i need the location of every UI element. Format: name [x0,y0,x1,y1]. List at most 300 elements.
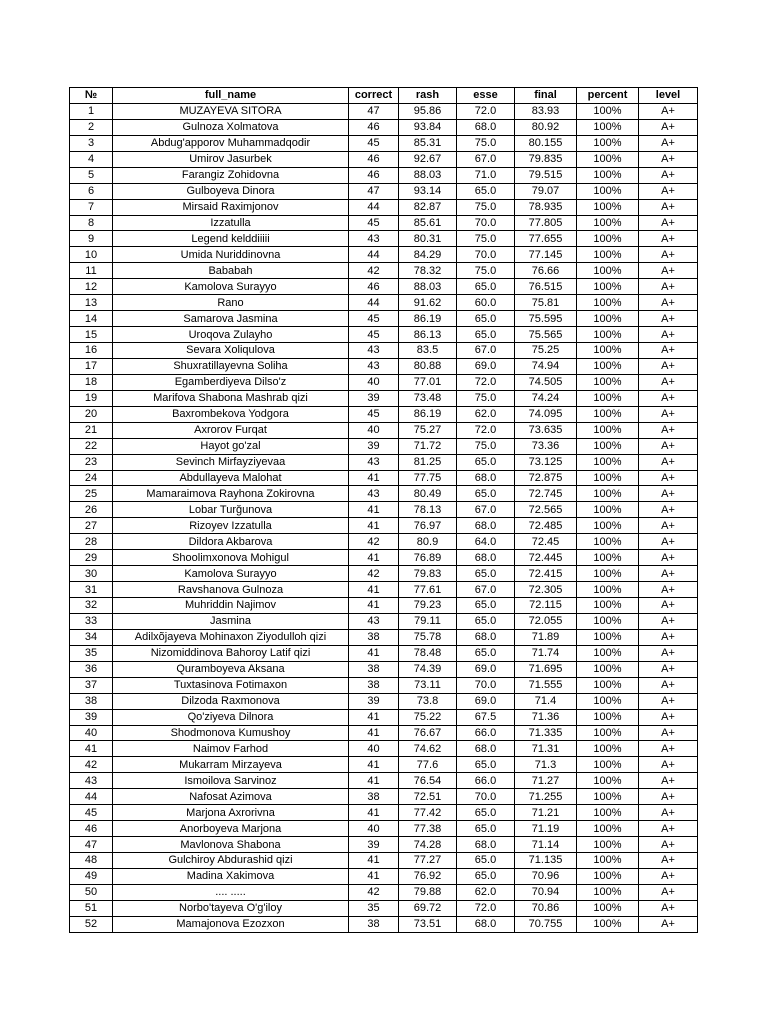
table-row [70,486,698,502]
cell-percent: 100% [577,231,639,247]
cell-correct: 46 [349,151,399,167]
table-row [70,279,698,295]
cell-esse: 69.0 [457,661,515,677]
cell-percent: 100% [577,693,639,709]
cell-rash: 85.31 [399,135,457,151]
cell-final: 77.145 [515,247,577,263]
cell-full-name: Mavlonova Shabona [113,837,349,853]
cell-number: 38 [70,693,113,709]
cell-number: 39 [70,709,113,725]
cell-full-name: Adilxõjayeva Mohinaxon Ziyodulloh qizi [113,629,349,645]
cell-final: 72.45 [515,534,577,550]
cell-number: 31 [70,582,113,598]
cell-correct: 46 [349,119,399,135]
cell-percent: 100% [577,821,639,837]
cell-number: 19 [70,390,113,406]
cell-percent: 100% [577,263,639,279]
cell-rash: 75.22 [399,709,457,725]
cell-percent: 100% [577,103,639,119]
cell-number: 37 [70,677,113,693]
cell-rash: 85.61 [399,215,457,231]
cell-number: 14 [70,311,113,327]
cell-level: A+ [639,757,698,773]
table-row [70,805,698,821]
table-row [70,263,698,279]
cell-final: 75.595 [515,311,577,327]
cell-esse: 69.0 [457,693,515,709]
table-row [70,406,698,422]
cell-rash: 86.13 [399,327,457,343]
cell-esse: 65.0 [457,279,515,295]
cell-number: 33 [70,613,113,629]
cell-rash: 76.92 [399,868,457,884]
cell-final: 70.96 [515,868,577,884]
cell-full-name: Umida Nuriddinovna [113,247,349,263]
cell-full-name: Egamberdiyeva Dilso'z [113,374,349,390]
cell-level: A+ [639,725,698,741]
cell-final: 72.745 [515,486,577,502]
cell-number: 13 [70,295,113,311]
cell-number: 41 [70,741,113,757]
cell-level: A+ [639,470,698,486]
cell-full-name: Nafosat Azimova [113,789,349,805]
cell-full-name: Gulchiroy Abdurashid qizi [113,853,349,869]
cell-esse: 68.0 [457,119,515,135]
cell-final: 71.695 [515,661,577,677]
cell-full-name: Mukarram Mirzayeva [113,757,349,773]
table-row [70,916,698,932]
cell-rash: 79.23 [399,598,457,614]
cell-correct: 46 [349,279,399,295]
cell-level: A+ [639,677,698,693]
cell-level: A+ [639,247,698,263]
cell-full-name: Gulnoza Xolmatova [113,119,349,135]
cell-correct: 47 [349,183,399,199]
cell-percent: 100% [577,183,639,199]
table-row [70,135,698,151]
cell-full-name: Shodmonova Kumushoy [113,725,349,741]
cell-esse: 70.0 [457,247,515,263]
cell-full-name: Mamaraimova Rayhona Zokirovna [113,486,349,502]
cell-final: 73.635 [515,422,577,438]
cell-correct: 41 [349,725,399,741]
cell-level: A+ [639,343,698,359]
cell-final: 71.135 [515,853,577,869]
cell-level: A+ [639,502,698,518]
table-row [70,677,698,693]
cell-level: A+ [639,853,698,869]
table-row [70,167,698,183]
cell-esse: 75.0 [457,231,515,247]
cell-correct: 41 [349,502,399,518]
cell-percent: 100% [577,805,639,821]
cell-final: 71.255 [515,789,577,805]
cell-level: A+ [639,661,698,677]
cell-final: 75.565 [515,327,577,343]
cell-number: 49 [70,868,113,884]
cell-esse: 72.0 [457,374,515,390]
cell-full-name: Ravshanova Gulnoza [113,582,349,598]
cell-final: 71.4 [515,693,577,709]
cell-esse: 75.0 [457,135,515,151]
cell-final: 71.14 [515,837,577,853]
cell-final: 73.125 [515,454,577,470]
table-row [70,247,698,263]
cell-full-name: Bababah [113,263,349,279]
cell-level: A+ [639,263,698,279]
cell-final: 71.36 [515,709,577,725]
cell-esse: 66.0 [457,773,515,789]
cell-full-name: Mamajonova Ezozxon [113,916,349,932]
col-header-rash: rash [399,88,457,104]
cell-rash: 92.67 [399,151,457,167]
cell-level: A+ [639,821,698,837]
cell-number: 27 [70,518,113,534]
results-table [69,87,698,933]
cell-level: A+ [639,406,698,422]
cell-correct: 41 [349,550,399,566]
cell-correct: 41 [349,757,399,773]
cell-level: A+ [639,868,698,884]
cell-level: A+ [639,183,698,199]
cell-final: 79.515 [515,167,577,183]
cell-rash: 77.75 [399,470,457,486]
cell-final: 74.505 [515,374,577,390]
cell-esse: 65.0 [457,757,515,773]
table-row [70,215,698,231]
cell-rash: 73.8 [399,693,457,709]
cell-percent: 100% [577,470,639,486]
cell-level: A+ [639,279,698,295]
cell-percent: 100% [577,151,639,167]
cell-full-name: Madina Xakimova [113,868,349,884]
cell-correct: 41 [349,805,399,821]
cell-final: 74.095 [515,406,577,422]
cell-number: 2 [70,119,113,135]
cell-percent: 100% [577,311,639,327]
cell-rash: 91.62 [399,295,457,311]
cell-final: 72.875 [515,470,577,486]
cell-final: 79.835 [515,151,577,167]
cell-full-name: Hayot go'zal [113,438,349,454]
table-row [70,327,698,343]
table-row [70,422,698,438]
cell-percent: 100% [577,454,639,470]
cell-number: 35 [70,645,113,661]
cell-esse: 68.0 [457,916,515,932]
cell-rash: 75.78 [399,629,457,645]
cell-rash: 77.61 [399,582,457,598]
cell-level: A+ [639,103,698,119]
cell-full-name: Izzatulla [113,215,349,231]
table-row [70,311,698,327]
cell-percent: 100% [577,438,639,454]
cell-correct: 43 [349,358,399,374]
cell-level: A+ [639,486,698,502]
table-row [70,613,698,629]
cell-full-name: Legend kelddiiiii [113,231,349,247]
cell-final: 72.565 [515,502,577,518]
cell-esse: 66.0 [457,725,515,741]
cell-level: A+ [639,629,698,645]
cell-number: 46 [70,821,113,837]
cell-level: A+ [639,422,698,438]
cell-esse: 65.0 [457,566,515,582]
cell-rash: 78.48 [399,645,457,661]
cell-number: 1 [70,103,113,119]
cell-level: A+ [639,582,698,598]
cell-percent: 100% [577,613,639,629]
cell-rash: 74.28 [399,837,457,853]
cell-full-name: Abdullayeva Malohat [113,470,349,486]
cell-final: 77.655 [515,231,577,247]
cell-rash: 77.6 [399,757,457,773]
cell-full-name: Marjona Axrorivna [113,805,349,821]
cell-level: A+ [639,231,698,247]
cell-correct: 43 [349,613,399,629]
cell-level: A+ [639,598,698,614]
cell-number: 5 [70,167,113,183]
cell-rash: 86.19 [399,406,457,422]
cell-rash: 78.13 [399,502,457,518]
cell-esse: 65.0 [457,311,515,327]
cell-correct: 38 [349,916,399,932]
cell-final: 72.115 [515,598,577,614]
cell-level: A+ [639,295,698,311]
cell-percent: 100% [577,661,639,677]
cell-rash: 80.49 [399,486,457,502]
cell-correct: 43 [349,454,399,470]
cell-rash: 69.72 [399,900,457,916]
table-row [70,343,698,359]
table-row [70,837,698,853]
cell-final: 70.94 [515,884,577,900]
cell-esse: 70.0 [457,215,515,231]
cell-correct: 39 [349,837,399,853]
cell-number: 34 [70,629,113,645]
table-row [70,884,698,900]
cell-full-name: Qo'ziyeva Dilnora [113,709,349,725]
cell-esse: 65.0 [457,327,515,343]
cell-correct: 42 [349,884,399,900]
cell-number: 4 [70,151,113,167]
cell-correct: 41 [349,773,399,789]
cell-correct: 45 [349,311,399,327]
table-row [70,900,698,916]
cell-percent: 100% [577,406,639,422]
cell-correct: 43 [349,343,399,359]
cell-correct: 41 [349,582,399,598]
cell-correct: 39 [349,390,399,406]
cell-rash: 76.97 [399,518,457,534]
table-row [70,502,698,518]
cell-rash: 79.88 [399,884,457,900]
cell-percent: 100% [577,789,639,805]
cell-level: A+ [639,916,698,932]
cell-level: A+ [639,518,698,534]
cell-final: 72.305 [515,582,577,598]
cell-rash: 73.51 [399,916,457,932]
cell-rash: 88.03 [399,279,457,295]
cell-esse: 65.0 [457,821,515,837]
cell-number: 10 [70,247,113,263]
cell-number: 16 [70,343,113,359]
cell-full-name: Sevara Xoliqulova [113,343,349,359]
cell-rash: 80.88 [399,358,457,374]
cell-number: 40 [70,725,113,741]
cell-esse: 68.0 [457,550,515,566]
cell-final: 73.36 [515,438,577,454]
cell-rash: 77.42 [399,805,457,821]
table-row [70,151,698,167]
cell-final: 71.21 [515,805,577,821]
cell-esse: 72.0 [457,900,515,916]
cell-correct: 41 [349,709,399,725]
cell-percent: 100% [577,390,639,406]
cell-final: 77.805 [515,215,577,231]
cell-correct: 41 [349,868,399,884]
table-row [70,390,698,406]
cell-rash: 93.14 [399,183,457,199]
cell-percent: 100% [577,167,639,183]
cell-esse: 67.5 [457,709,515,725]
cell-rash: 80.31 [399,231,457,247]
cell-number: 6 [70,183,113,199]
cell-esse: 65.0 [457,486,515,502]
cell-esse: 65.0 [457,868,515,884]
cell-percent: 100% [577,422,639,438]
cell-final: 80.155 [515,135,577,151]
table-body [70,103,698,932]
cell-level: A+ [639,374,698,390]
cell-full-name: Gulboyeva Dinora [113,183,349,199]
cell-correct: 39 [349,438,399,454]
cell-correct: 35 [349,900,399,916]
cell-percent: 100% [577,358,639,374]
cell-esse: 75.0 [457,263,515,279]
cell-correct: 40 [349,821,399,837]
cell-esse: 71.0 [457,167,515,183]
cell-rash: 77.38 [399,821,457,837]
cell-full-name: Samarova Jasmina [113,311,349,327]
cell-percent: 100% [577,709,639,725]
cell-percent: 100% [577,757,639,773]
table-row [70,741,698,757]
cell-final: 78.935 [515,199,577,215]
cell-rash: 76.67 [399,725,457,741]
cell-rash: 75.27 [399,422,457,438]
cell-level: A+ [639,884,698,900]
cell-level: A+ [639,789,698,805]
cell-rash: 76.89 [399,550,457,566]
table-row [70,231,698,247]
cell-full-name: .... ..... [113,884,349,900]
cell-level: A+ [639,741,698,757]
cell-final: 71.555 [515,677,577,693]
cell-esse: 67.0 [457,343,515,359]
cell-esse: 67.0 [457,151,515,167]
cell-full-name: Lobar Turğunova [113,502,349,518]
cell-number: 51 [70,900,113,916]
cell-level: A+ [639,151,698,167]
cell-final: 71.335 [515,725,577,741]
table-row [70,868,698,884]
cell-esse: 65.0 [457,853,515,869]
cell-correct: 45 [349,215,399,231]
cell-final: 83.93 [515,103,577,119]
cell-esse: 68.0 [457,741,515,757]
cell-final: 71.19 [515,821,577,837]
cell-number: 29 [70,550,113,566]
cell-level: A+ [639,215,698,231]
cell-esse: 70.0 [457,677,515,693]
cell-number: 12 [70,279,113,295]
cell-final: 71.31 [515,741,577,757]
table-row [70,661,698,677]
cell-correct: 44 [349,295,399,311]
cell-rash: 76.54 [399,773,457,789]
cell-number: 30 [70,566,113,582]
cell-full-name: Umirov Jasurbek [113,151,349,167]
table-row [70,582,698,598]
cell-esse: 67.0 [457,502,515,518]
cell-correct: 41 [349,470,399,486]
table-row [70,789,698,805]
cell-correct: 39 [349,693,399,709]
cell-correct: 38 [349,629,399,645]
cell-number: 22 [70,438,113,454]
table-row [70,566,698,582]
cell-correct: 42 [349,263,399,279]
cell-esse: 75.0 [457,438,515,454]
cell-esse: 68.0 [457,470,515,486]
cell-percent: 100% [577,677,639,693]
cell-level: A+ [639,311,698,327]
cell-full-name: Norbo'tayeva O'g'iloy [113,900,349,916]
cell-full-name: Mirsaid Raximjonov [113,199,349,215]
cell-percent: 100% [577,279,639,295]
cell-correct: 38 [349,677,399,693]
table-row [70,709,698,725]
cell-esse: 65.0 [457,645,515,661]
cell-final: 76.66 [515,263,577,279]
cell-final: 71.74 [515,645,577,661]
cell-percent: 100% [577,582,639,598]
cell-correct: 41 [349,645,399,661]
table-row [70,645,698,661]
cell-percent: 100% [577,486,639,502]
table-row [70,534,698,550]
cell-full-name: MUZAYEVA SITORA [113,103,349,119]
cell-esse: 67.0 [457,582,515,598]
cell-rash: 77.01 [399,374,457,390]
cell-number: 8 [70,215,113,231]
cell-level: A+ [639,390,698,406]
cell-percent: 100% [577,884,639,900]
cell-correct: 40 [349,422,399,438]
cell-final: 71.3 [515,757,577,773]
cell-full-name: Uroqova Zulayho [113,327,349,343]
cell-percent: 100% [577,853,639,869]
cell-number: 25 [70,486,113,502]
col-header-esse: esse [457,88,515,104]
cell-number: 7 [70,199,113,215]
cell-number: 24 [70,470,113,486]
cell-number: 36 [70,661,113,677]
cell-esse: 68.0 [457,629,515,645]
cell-full-name: Axrorov Furqat [113,422,349,438]
col-header-correct: correct [349,88,399,104]
